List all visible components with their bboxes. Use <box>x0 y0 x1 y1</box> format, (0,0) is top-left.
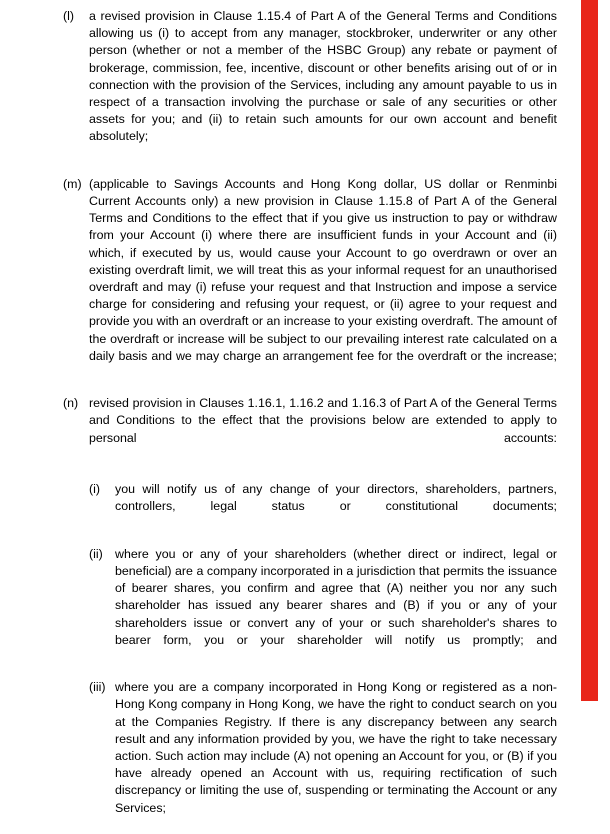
subclause-text: where you are a company incorporated in Hong Kong or registered as a non-Hong Kong company in Hong Kong, we have the right to conduct search on you at the Companies Registry. If there is any discrepancy between any search result and any information provided by you, we have the right to take necessary action. Such action may include (A) not opening an Account for you, or (B) if you have already opened an Account with us, requiring rectification of such discrepancy or limiting the use of, suspending or terminating the Account or any Services; <box>115 680 557 815</box>
clause-item <box>63 8 557 163</box>
clause-marker: (l) <box>63 9 75 23</box>
clause-marker: (m) <box>63 176 82 191</box>
subclause-text: you will notify us of any change of your directors, shareholders, partners, controllers, legal status or constitutional documents; <box>115 482 557 514</box>
subclause-item <box>89 679 557 834</box>
clause-item <box>63 395 557 464</box>
subclause-text: where you or any of your shareholders (whether direct or indirect, legal or beneficial) are a company incorporated in a jurisdiction that permits the issuance of bearer shares, you confirm and agree that (A) neither you nor any such shareholder has issued any bearer shares and (B) if you or any of your shareholders issue or convert any of your or such shareholder's shares to bearer form, you or your shareholder will notify us promptly; and <box>115 546 557 647</box>
page-edge-accent-rule <box>581 0 598 701</box>
clause-marker: (n) <box>63 396 79 411</box>
clause-text: a revised provision in Clause 1.15.4 of Part A of the General Terms and Conditions allowing us (i) to accept from any manager, stockbroker, underwriter or any other person (whether or not a member of the HSBC Group) any rebate or payment of brokerage, commission, fee, incentive, discount or other benefits arising out of or in connection with the provision of the Services, including any amount payable to us in respect of a transaction involving the purchase or sale of any securities or other assets for you; and (ii) to retain such amounts for our own account and benefit absolutely; <box>89 9 557 144</box>
subclause-marker: (i) <box>89 482 101 497</box>
clause-item <box>63 176 557 382</box>
clause-sublist <box>89 481 557 834</box>
subclause-marker: (iii) <box>89 680 106 695</box>
clause-text: revised provision in Clauses 1.16.1, 1.16.2 and 1.16.3 of Part A of the General Terms and Conditions to the effect that the provisions below are extended to apply to personal accounts: <box>89 396 557 445</box>
document-text-column <box>63 8 557 834</box>
subclause-item <box>89 481 557 533</box>
clause-text: (applicable to Savings Accounts and Hong Kong dollar, US dollar or Renminbi Current Accounts only) a new provision in Clause 1.15.8 of Part A of the General Terms and Conditions to the effect that if you give us instruction to pay or withdraw from your Account (i) where there are insufficient funds in your Account and (ii) which, if executed by us, would cause your Account to go overdrawn or over an existing overdraft limit, we will treat this as your informal request for an unauthorised overdraft and may (i) refuse your request and that Instruction and impose a service charge for considering and refusing your request, or (ii) agree to your request and provide you with an overdraft or an increase to your existing overdraft. The amount of the overdraft or increase will be subject to our prevailing interest rate calculated on a daily basis and we may charge an arrangement fee for the overdraft or the increase; <box>89 176 557 363</box>
subclause-marker: (ii) <box>89 546 103 561</box>
subclause-item <box>89 546 557 666</box>
